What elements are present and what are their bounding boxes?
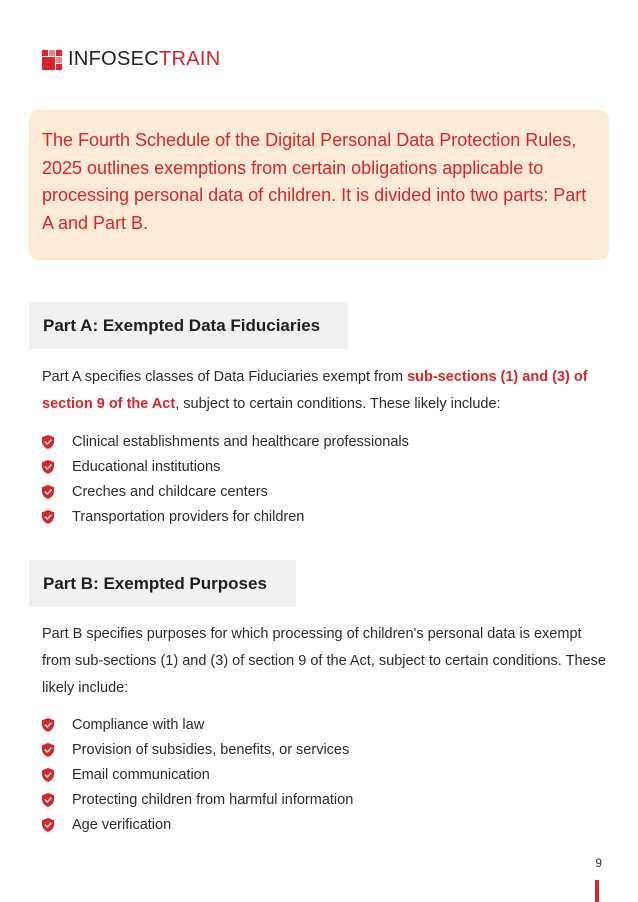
intro-text: The Fourth Schedule of the Digital Personal Data Protection Rules, 2025 outlines exemptions from certain obligations applicable to processing personal data of children. It is divided into two parts: Part A and Part B. — [42, 130, 587, 233]
list-item-text: Transportation providers for children — [72, 508, 305, 525]
list-item-text: Email communication — [72, 766, 210, 783]
intro-callout — [29, 110, 609, 260]
list-item — [42, 480, 409, 505]
list-item — [42, 812, 353, 837]
shield-check-icon — [42, 718, 54, 732]
part-b-description: Part B specifies purposes for which processing of children's personal data is exempt from sub-sections (1) and (3) of section 9 of the Act, subject to certain conditions. These likely include: — [42, 626, 606, 696]
part-a-highlight: sub-sections (1) and (3) of section 9 of the Act — [42, 369, 588, 412]
list-item — [42, 787, 353, 812]
shield-check-icon — [42, 818, 54, 832]
list-item — [42, 713, 353, 738]
list-item-text: Age verification — [72, 816, 172, 833]
list-item-text: Protecting children from harmful information — [72, 791, 354, 808]
list-item — [42, 504, 409, 529]
brand-name: INFOSECTRAIN — [68, 48, 221, 70]
part-b-heading: Part B: Exempted Purposes — [29, 560, 296, 607]
part-b-list — [42, 713, 353, 837]
shield-check-icon — [42, 743, 54, 757]
shield-check-icon — [42, 768, 54, 782]
list-item-text: Compliance with law — [72, 717, 205, 734]
shield-check-icon — [42, 485, 54, 499]
list-item-text: Clinical establishments and healthcare professionals — [72, 434, 409, 451]
shield-check-icon — [42, 793, 54, 807]
page-accent-bar — [595, 880, 599, 902]
list-item-text: Provision of subsidies, benefits, or services — [72, 742, 350, 759]
page-number: 9 — [595, 856, 602, 870]
brand-logo — [42, 48, 221, 71]
list-item-text: Educational institutions — [72, 459, 221, 476]
part-a-list — [42, 430, 409, 529]
infosectrain-logo-icon — [42, 50, 62, 70]
shield-check-icon — [42, 435, 54, 449]
shield-check-icon — [42, 510, 54, 524]
part-a-heading: Part A: Exempted Data Fiduciaries — [29, 302, 348, 349]
shield-check-icon — [42, 460, 54, 474]
list-item — [42, 430, 409, 455]
list-item — [42, 738, 353, 763]
list-item — [42, 763, 353, 788]
part-a-description: Part A specifies classes of Data Fiduciaries exempt from sub-sections (1) and (3) of section 9 of the Act, subject to certain conditions. These likely include: — [42, 369, 588, 412]
list-item — [42, 455, 409, 480]
list-item-text: Creches and childcare centers — [72, 483, 268, 500]
